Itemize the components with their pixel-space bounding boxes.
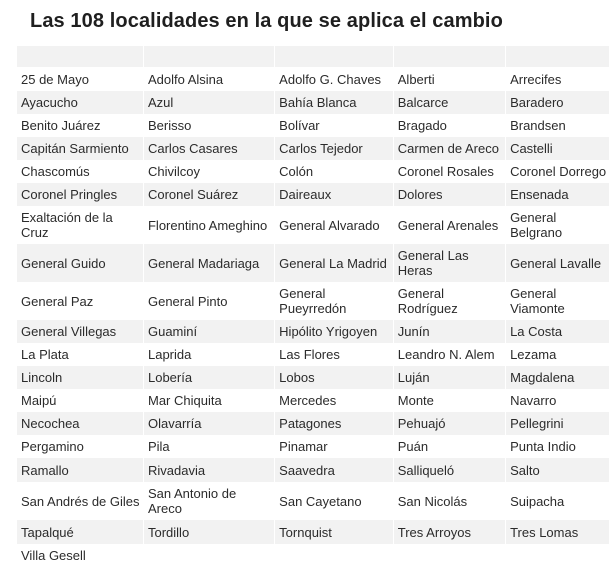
table-cell: Carlos Tejedor bbox=[275, 137, 394, 160]
table-cell: Magdalena bbox=[506, 366, 610, 389]
table-header-cell bbox=[144, 46, 275, 67]
table-cell: Villa Gesell bbox=[17, 544, 144, 566]
table-row bbox=[17, 520, 610, 544]
table-cell: General Belgrano bbox=[506, 206, 610, 244]
table-cell: General Las Heras bbox=[394, 244, 506, 282]
table-cell: Ramallo bbox=[17, 458, 144, 482]
table-cell: General Viamonte bbox=[506, 282, 610, 320]
table-cell: Exaltación de la Cruz bbox=[17, 206, 144, 244]
table-cell: Lezama bbox=[506, 343, 610, 366]
table-cell: Coronel Rosales bbox=[394, 160, 506, 183]
table-cell: General La Madrid bbox=[275, 244, 394, 282]
table-cell: Pila bbox=[144, 435, 275, 458]
table-cell: Navarro bbox=[506, 389, 610, 412]
table-row bbox=[17, 343, 610, 366]
table-cell: Hipólito Yrigoyen bbox=[275, 320, 394, 343]
table-cell: Tres Arroyos bbox=[394, 520, 506, 544]
table-cell: Maipú bbox=[17, 389, 144, 412]
table-cell: Las Flores bbox=[275, 343, 394, 366]
table-cell: Laprida bbox=[144, 343, 275, 366]
table-cell: Luján bbox=[394, 366, 506, 389]
table-cell: San Antonio de Areco bbox=[144, 482, 275, 520]
table-header-cell bbox=[275, 46, 394, 67]
table-cell: General Arenales bbox=[394, 206, 506, 244]
table-row bbox=[17, 458, 610, 482]
table-cell: Mar Chiquita bbox=[144, 389, 275, 412]
table-row bbox=[17, 320, 610, 343]
table-cell: Colón bbox=[275, 160, 394, 183]
table-cell: Alberti bbox=[394, 67, 506, 91]
table-cell: Saavedra bbox=[275, 458, 394, 482]
table-row bbox=[17, 160, 610, 183]
table-cell: Lobería bbox=[144, 366, 275, 389]
table-cell: Salto bbox=[506, 458, 610, 482]
table-cell: La Costa bbox=[506, 320, 610, 343]
table-header-cell bbox=[506, 46, 610, 67]
table-cell: Chivilcoy bbox=[144, 160, 275, 183]
table-cell: Rivadavia bbox=[144, 458, 275, 482]
table-row bbox=[17, 482, 610, 520]
table-cell: General Villegas bbox=[17, 320, 144, 343]
localities-table bbox=[17, 46, 610, 566]
table-cell: Capitán Sarmiento bbox=[17, 137, 144, 160]
table-cell: General Lavalle bbox=[506, 244, 610, 282]
table-cell: Tres Lomas bbox=[506, 520, 610, 544]
table-cell: Bahía Blanca bbox=[275, 91, 394, 114]
table-cell: Baradero bbox=[506, 91, 610, 114]
table-cell: Pergamino bbox=[17, 435, 144, 458]
table-cell: Suipacha bbox=[506, 482, 610, 520]
table-cell: San Cayetano bbox=[275, 482, 394, 520]
table-cell: Carmen de Areco bbox=[394, 137, 506, 160]
table-cell bbox=[144, 544, 275, 566]
table-cell: Puán bbox=[394, 435, 506, 458]
table-cell: Pinamar bbox=[275, 435, 394, 458]
table-cell: Castelli bbox=[506, 137, 610, 160]
table-cell: Ayacucho bbox=[17, 91, 144, 114]
table-cell: Pellegrini bbox=[506, 412, 610, 435]
table-cell: Lincoln bbox=[17, 366, 144, 389]
page-title: Las 108 localidades en la que se aplica el cambio bbox=[30, 10, 503, 32]
table-cell: Chascomús bbox=[17, 160, 144, 183]
table-cell: Coronel Suárez bbox=[144, 183, 275, 206]
table-cell: Tordillo bbox=[144, 520, 275, 544]
table-cell: Daireaux bbox=[275, 183, 394, 206]
table-cell: General Rodríguez bbox=[394, 282, 506, 320]
table-header-cell bbox=[17, 46, 144, 67]
table-cell: Monte bbox=[394, 389, 506, 412]
table-header-cell bbox=[394, 46, 506, 67]
table-cell: La Plata bbox=[17, 343, 144, 366]
table-cell: Tornquist bbox=[275, 520, 394, 544]
table-cell: Olavarría bbox=[144, 412, 275, 435]
table-cell bbox=[506, 544, 610, 566]
table-cell: General Pueyrredón bbox=[275, 282, 394, 320]
table-cell: Coronel Dorrego bbox=[506, 160, 610, 183]
table-row bbox=[17, 389, 610, 412]
table-cell: Pehuajó bbox=[394, 412, 506, 435]
table-cell: Guaminí bbox=[144, 320, 275, 343]
table-cell: Balcarce bbox=[394, 91, 506, 114]
table-cell: Coronel Pringles bbox=[17, 183, 144, 206]
table-cell: Adolfo Alsina bbox=[144, 67, 275, 91]
table-cell: Berisso bbox=[144, 114, 275, 137]
table-cell: San Nicolás bbox=[394, 482, 506, 520]
table-cell: Necochea bbox=[17, 412, 144, 435]
table-cell: General Alvarado bbox=[275, 206, 394, 244]
table-cell: Ensenada bbox=[506, 183, 610, 206]
table-cell: San Andrés de Giles bbox=[17, 482, 144, 520]
table-row bbox=[17, 114, 610, 137]
table-row bbox=[17, 183, 610, 206]
table-cell: Benito Juárez bbox=[17, 114, 144, 137]
table-header-row bbox=[17, 46, 610, 67]
table-cell: General Pinto bbox=[144, 282, 275, 320]
table-cell: Arrecifes bbox=[506, 67, 610, 91]
table-row bbox=[17, 544, 610, 566]
table-cell: Carlos Casares bbox=[144, 137, 275, 160]
table-cell: Azul bbox=[144, 91, 275, 114]
table-row bbox=[17, 67, 610, 91]
table-cell: Bragado bbox=[394, 114, 506, 137]
table-row bbox=[17, 282, 610, 320]
table-row bbox=[17, 412, 610, 435]
table-row bbox=[17, 244, 610, 282]
table-row bbox=[17, 206, 610, 244]
table-cell: General Madariaga bbox=[144, 244, 275, 282]
table-cell: Brandsen bbox=[506, 114, 610, 137]
table-cell: Punta Indio bbox=[506, 435, 610, 458]
table-cell bbox=[275, 544, 394, 566]
table-cell: Mercedes bbox=[275, 389, 394, 412]
table-row bbox=[17, 435, 610, 458]
table-cell: Junín bbox=[394, 320, 506, 343]
table-row bbox=[17, 366, 610, 389]
table-cell: Lobos bbox=[275, 366, 394, 389]
table-cell: Dolores bbox=[394, 183, 506, 206]
table-cell: Bolívar bbox=[275, 114, 394, 137]
table-cell: General Paz bbox=[17, 282, 144, 320]
table-cell: 25 de Mayo bbox=[17, 67, 144, 91]
table-cell: Tapalqué bbox=[17, 520, 144, 544]
table-cell: Adolfo G. Chaves bbox=[275, 67, 394, 91]
table-cell bbox=[394, 544, 506, 566]
table-row bbox=[17, 91, 610, 114]
table-cell: Florentino Ameghino bbox=[144, 206, 275, 244]
table-cell: Patagones bbox=[275, 412, 394, 435]
table-cell: Salliqueló bbox=[394, 458, 506, 482]
table-row bbox=[17, 137, 610, 160]
table-cell: General Guido bbox=[17, 244, 144, 282]
table-cell: Leandro N. Alem bbox=[394, 343, 506, 366]
